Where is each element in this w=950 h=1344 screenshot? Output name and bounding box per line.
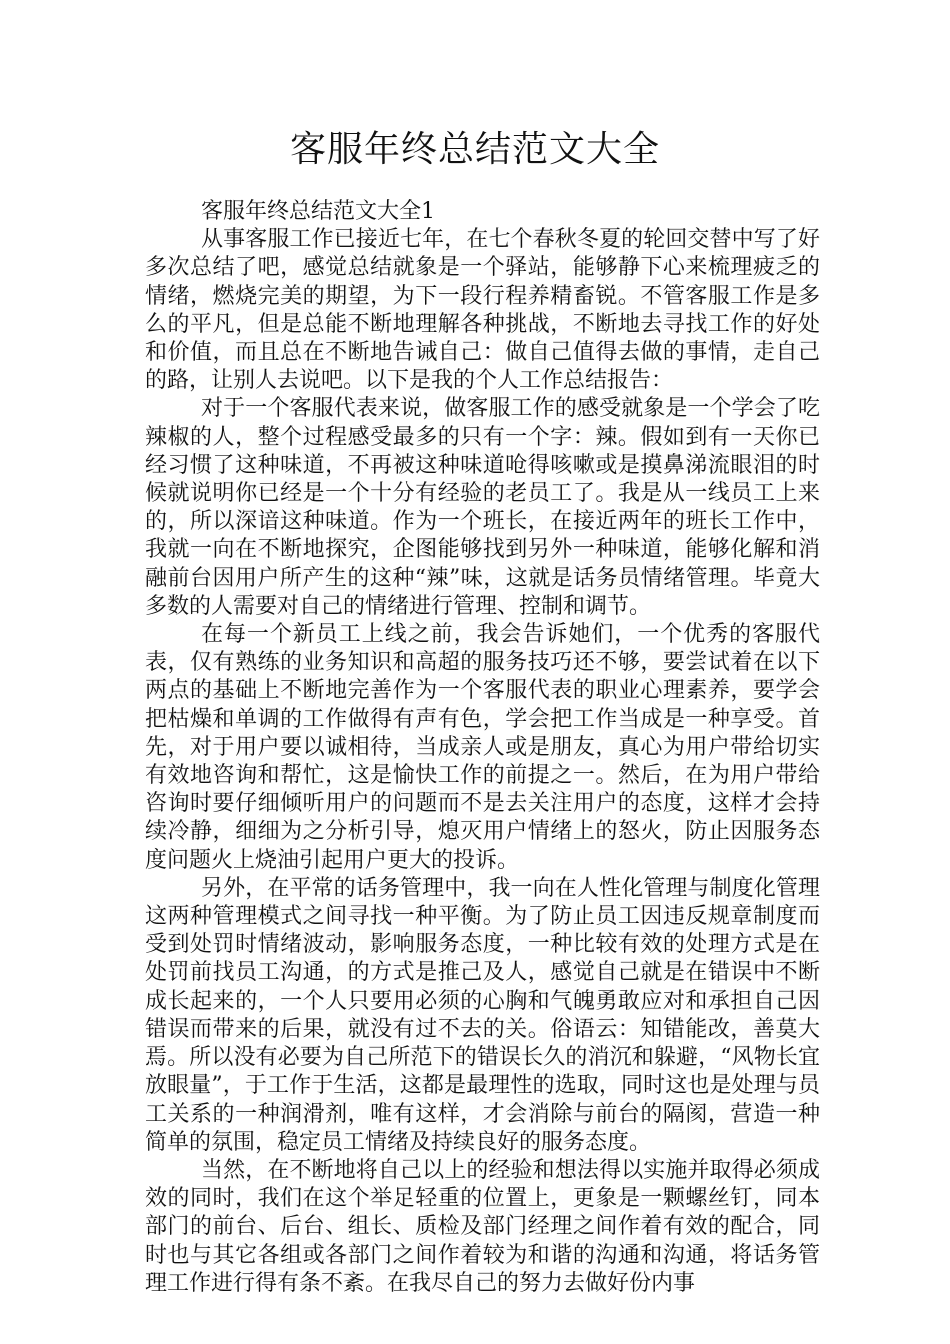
paragraph: 另外，在平常的话务管理中，我一向在人性化管理与制度化管理这两种管理模式之间寻找一种平衡。为了防止员工因违反规章制度而受到处罚时情绪波动，影响服务态度，一种比较有效的处理方式是在处罚前找员工沟通，的方式是推己及人，感觉自己就是在错误中不断成长起来的，一个人只要用必须的心胸和气魄勇敢应对和承担自己因错误而带来的后果，就没有过不去的关。俗语云：知错能改，善莫大焉。所以没有必要为自己所范下的错误长久的消沉和躲避，“风物长宜放眼量”，于工作于生活，这都是最理性的选取，同时这也是处理与员工关系的一种润滑剂，唯有这样，才会消除与前台的隔阂，营造一种简单的氛围，稳定员工情绪及持续良好的服务态度。 — [145, 875, 820, 1155]
paragraph: 对于一个客服代表来说，做客服工作的感受就象是一个学会了吃辣椒的人，整个过程感受最多的只有一个字：辣。假如到有一天你已经习惯了这种味道，不再被这种味道呛得咳嗽或是摸鼻涕流眼泪的时候就说明你已经是一个十分有经验的老员工了。我是从一线员工上来的，所以深谙这种味道。作为一个班长，在接近两年的班长工作中，我就一向在不断地探究，企图能够找到另外一种味道，能够化解和消融前台因用户所产生的这种“辣”味，这就是话务员情绪管理。毕竟大多数的人需要对自己的情绪进行管理、控制和调节。 — [145, 396, 820, 619]
paragraph: 当然，在不断地将自己以上的经验和想法得以实施并取得必须成效的同时，我们在这个举足轻重的位置上，更象是一颗螺丝钉，同本部门的前台、后台、组长、质检及部门经理之间作着有效的配合，同时也与其它各组或各部门之间作着较为和谐的沟通和沟通，将话务管理工作进行得有条不紊。在我尽自己的努力去做好份内事 — [145, 1157, 820, 1296]
document-title: 客服年终总结范文大全 — [289, 129, 660, 170]
document-body — [145, 198, 820, 1298]
paragraph: 从事客服工作已接近七年，在七个春秋冬夏的轮回交替中写了好多次总结了吧，感觉总结就象是一个驿站，能够静下心来梳理疲乏的情绪，燃烧完美的期望，为下一段行程养精畜锐。不管客服工作是多么的平凡，但是总能不断地理解各种挑战，不断地去寻找工作的好处和价值，而且总在不断地告诫自己：做自己值得去做的事情，走自己的路，让别人去说吧。以下是我的个人工作总结报告： — [145, 227, 820, 394]
section-heading: 客服年终总结范文大全1 — [201, 199, 435, 224]
paragraph: 在每一个新员工上线之前，我会告诉她们，一个优秀的客服代表，仅有熟练的业务知识和高超的服务技巧还不够，要尝试着在以下两点的基础上不断地完善作为一个客服代表的职业心理素养，要学会把枯燥和单调的工作做得有声有色，学会把工作当成是一种享受。首先，对于用户要以诚相待，当成亲人或是朋友，真心为用户带给切实有效地咨询和帮忙，这是愉快工作的前提之一。然后，在为用户带给咨询时要仔细倾听用户的问题而不是去关注用户的态度，这样才会持续冷静，细细为之分析引导，熄灭用户情绪上的怒火，防止因服务态度问题火上烧油引起用户更大的投诉。 — [145, 622, 820, 873]
